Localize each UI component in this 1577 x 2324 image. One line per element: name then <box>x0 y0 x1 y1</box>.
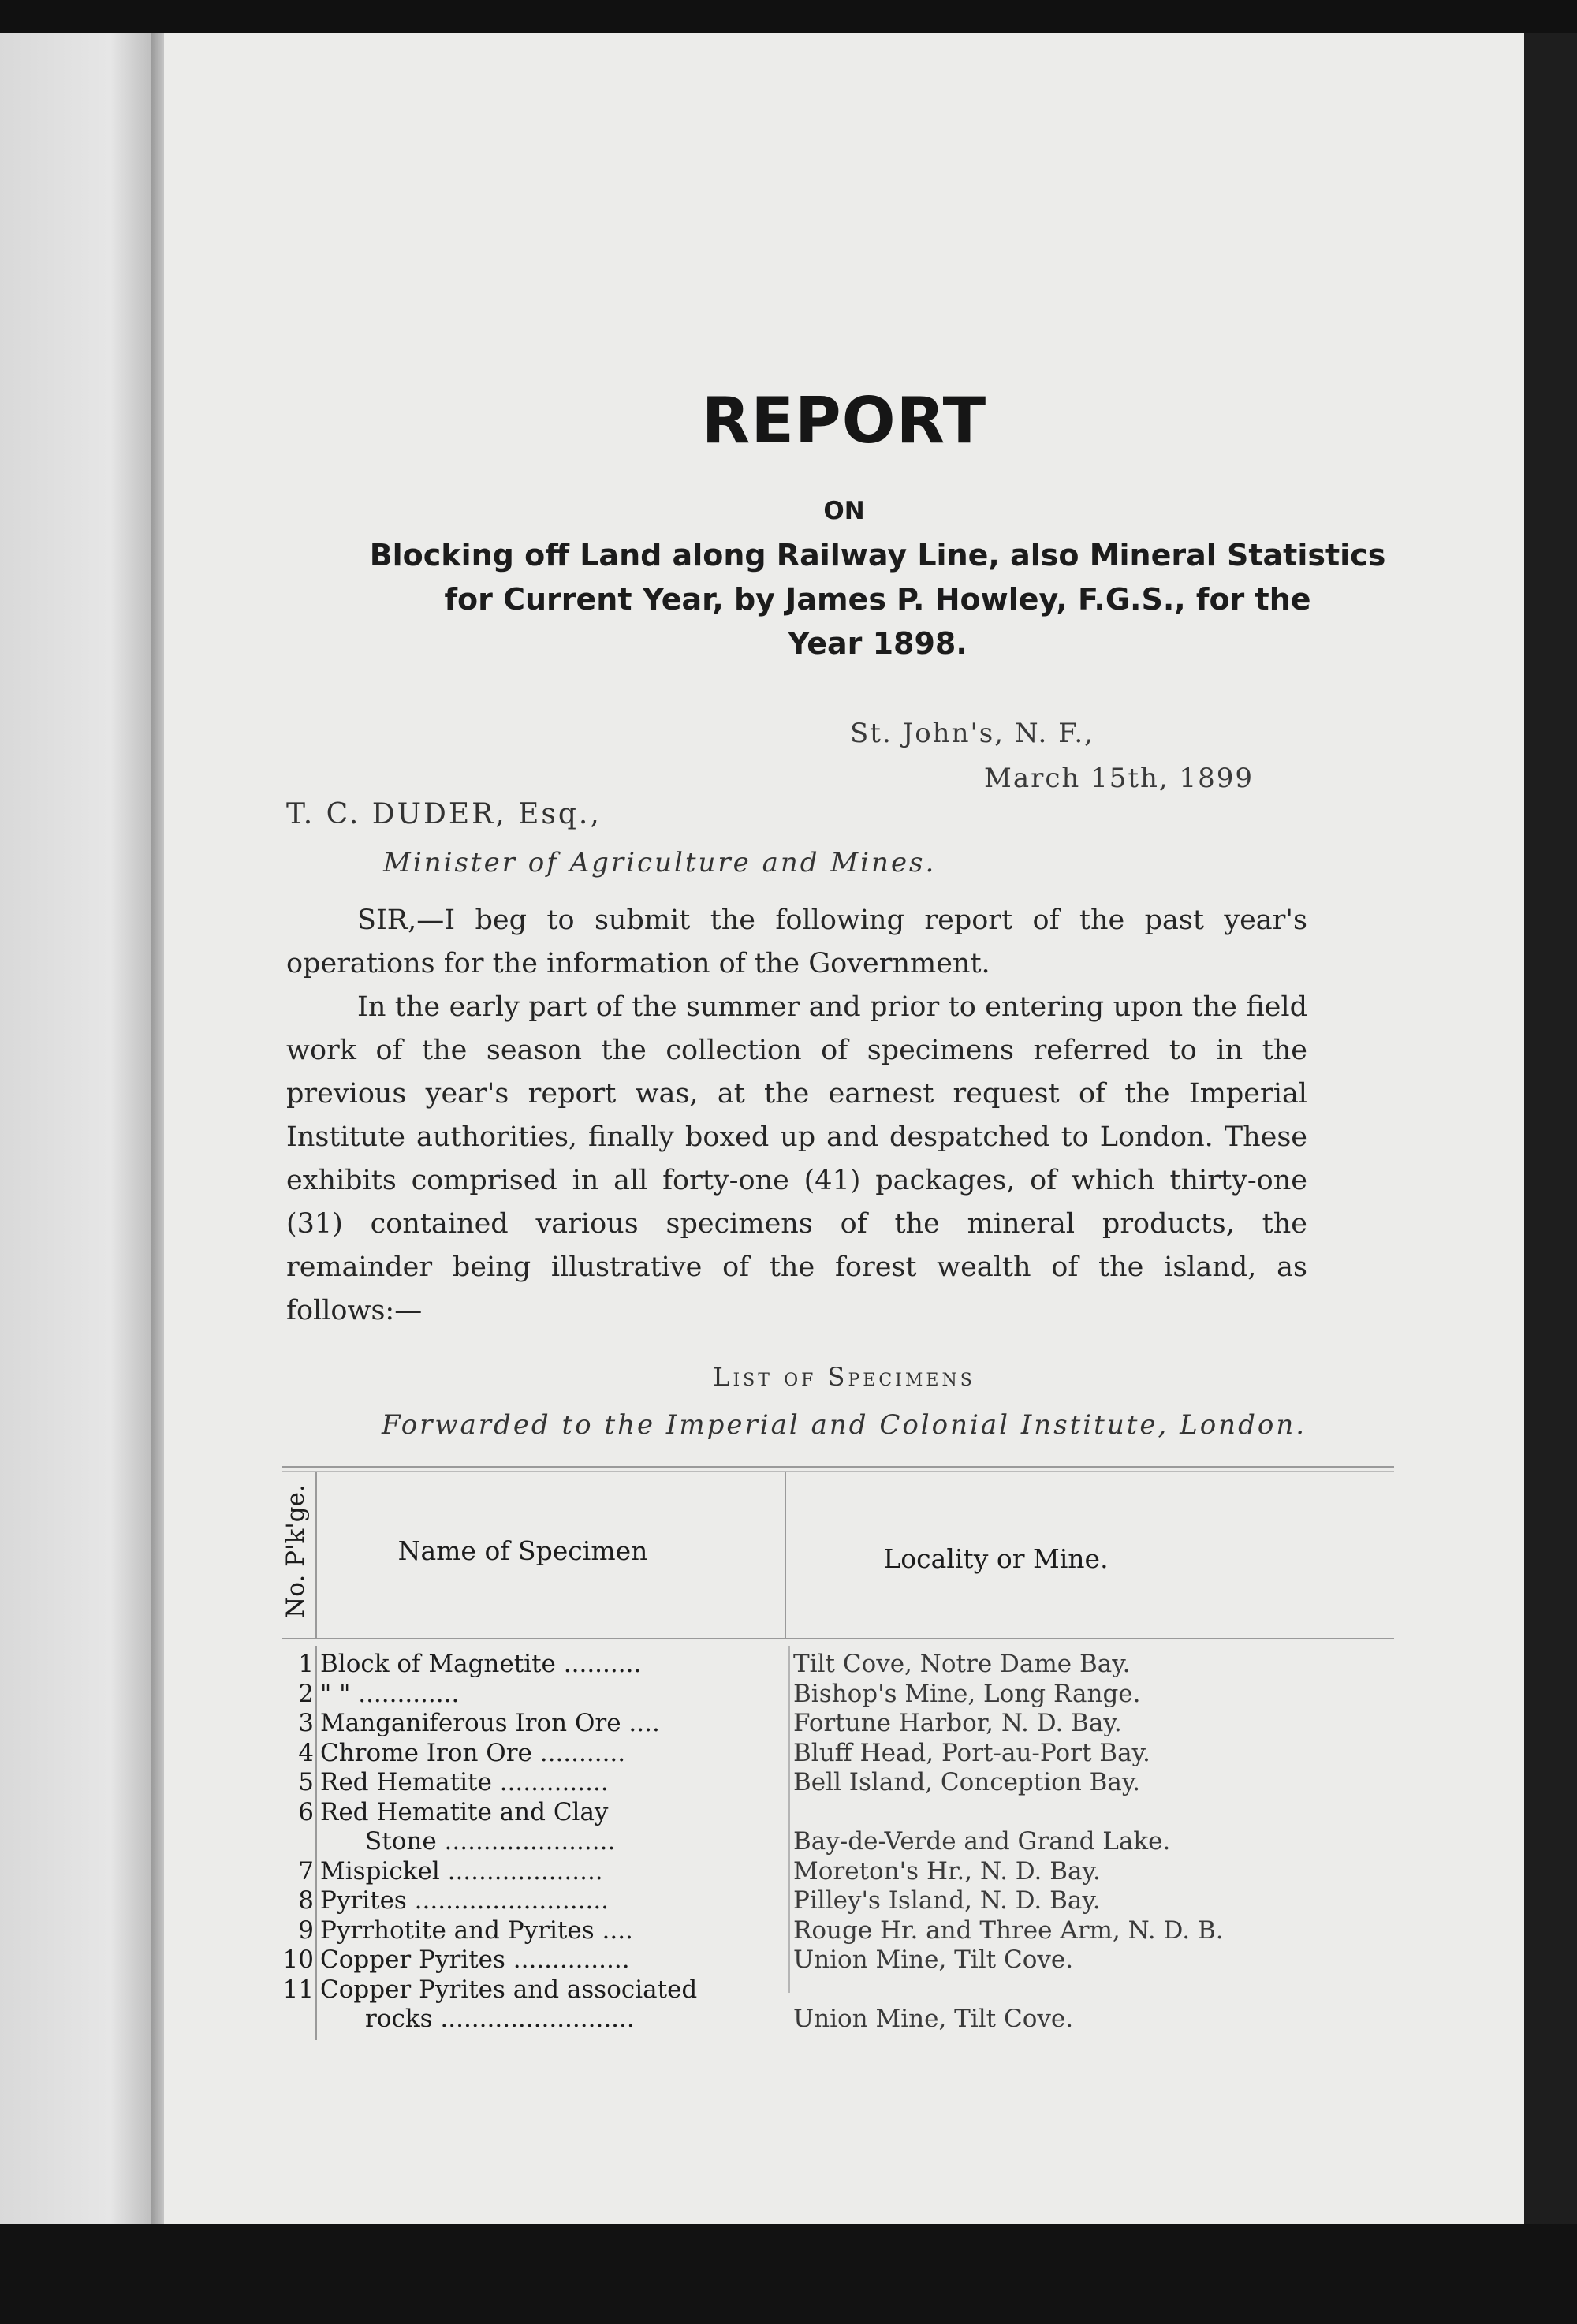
table-header-rule <box>282 1638 1394 1639</box>
letter-date: March 15th, 1899 <box>984 763 1255 794</box>
list-subtitle: Forwarded to the Imperial and Colonial Institute, London. <box>381 1409 1307 1441</box>
table-row <box>274 1886 1457 1916</box>
scan-border-right <box>1524 33 1577 2224</box>
specimen-name: Block of Magnetite .......... <box>320 1650 642 1678</box>
package-number: 7 <box>298 1856 314 1886</box>
table-row <box>274 1680 1457 1710</box>
table-row <box>274 1798 1457 1828</box>
scan-border-bottom <box>0 2224 1577 2324</box>
list-title: List of Specimens <box>713 1362 975 1392</box>
specimen-locality: Bluff Head, Port-au-Port Bay. <box>793 1738 1150 1767</box>
specimen-name: Copper Pyrites and associated <box>320 1975 698 2004</box>
specimen-name: Copper Pyrites ............... <box>320 1945 630 1974</box>
specimen-name: Manganiferous Iron Ore .... <box>320 1709 660 1737</box>
specimen-locality: Bay-de-Verde and Grand Lake. <box>793 1827 1171 1856</box>
table-row <box>274 1827 1457 1857</box>
package-number: 10 <box>282 1945 314 1974</box>
specimen-name: Pyrrhotite and Pyrites .... <box>320 1916 633 1945</box>
table-row <box>274 1768 1457 1798</box>
letter-body <box>286 899 1307 1333</box>
document-page <box>164 33 1524 2224</box>
specimen-locality: Rouge Hr. and Three Arm, N. D. B. <box>793 1916 1224 1945</box>
specimen-locality: Union Mine, Tilt Cove. <box>793 2005 1074 2033</box>
package-number: 8 <box>298 1886 314 1915</box>
table-row <box>274 1739 1457 1769</box>
specimen-name: Mispickel .................... <box>320 1856 603 1886</box>
specimen-name: rocks ......................... <box>365 2005 635 2033</box>
report-subtitle <box>274 533 1481 666</box>
letter-addressee: T. C. DUDER, Esq., <box>286 798 602 830</box>
paragraph: In the early part of the summer and prior to entering upon the field work of the season the collection of specimens referred to in the previous year's report was, at the earnest request of the Imperial Institute authorities, finally boxed up and despatched to London. These exhibits comprised in all forty-one (41) packages, of which thirty-one (31) contained various specimens of the mineral products, the remainder being illustrative of the forest wealth of the island, as follows:— <box>286 991 1307 1326</box>
specimen-locality: Union Mine, Tilt Cove. <box>793 1945 1074 1974</box>
specimen-name: Pyrites ......................... <box>320 1886 610 1915</box>
specimen-name: Chrome Iron Ore ........... <box>320 1738 626 1767</box>
table-col-divider <box>785 1472 786 1638</box>
specimen-list <box>274 1650 1457 2035</box>
table-row <box>274 2005 1457 2035</box>
package-number: 6 <box>298 1797 314 1826</box>
specimen-locality: Fortune Harbor, N. D. Bay. <box>793 1709 1122 1737</box>
column-header-name: Name of Specimen <box>397 1535 648 1566</box>
table-row <box>274 1857 1457 1887</box>
paragraph: SIR,—I beg to submit the following report of the past year's operations for the information of the Government. <box>286 905 1307 979</box>
package-number: 2 <box>298 1679 314 1708</box>
table-row <box>274 1916 1457 1946</box>
package-number: 11 <box>282 1975 314 2004</box>
specimen-locality: Bishop's Mine, Long Range. <box>793 1679 1141 1708</box>
package-number: 4 <box>298 1738 314 1767</box>
specimen-name: " " ............. <box>320 1679 460 1708</box>
table-top-rule <box>282 1466 1394 1468</box>
specimen-locality: Tilt Cove, Notre Dame Bay. <box>793 1650 1131 1678</box>
letter-place: St. John's, N. F., <box>850 718 1094 749</box>
table-row <box>274 1650 1457 1680</box>
specimen-locality: Pilley's Island, N. D. Bay. <box>793 1886 1101 1915</box>
package-number: 9 <box>298 1916 314 1945</box>
specimen-locality: Bell Island, Conception Bay. <box>793 1768 1141 1796</box>
report-on: ON <box>823 497 865 525</box>
package-number: 1 <box>298 1650 314 1678</box>
table-row <box>274 1945 1457 1975</box>
column-header-locality: Locality or Mine. <box>883 1543 1109 1574</box>
package-number: 5 <box>298 1768 314 1796</box>
specimen-locality: Moreton's Hr., N. D. Bay. <box>793 1856 1101 1886</box>
subtitle-line: for Current Year, by James P. Howley, F.G.S., for the <box>444 582 1311 617</box>
table-top-rule-inner <box>282 1471 1394 1472</box>
table-row <box>274 1975 1457 2005</box>
scan-border-top <box>0 0 1577 33</box>
specimen-name: Stone ...................... <box>365 1827 616 1856</box>
column-header-number: No. P'k'ge. <box>281 1484 310 1618</box>
table-row <box>274 1709 1457 1739</box>
table-col-divider <box>315 1472 317 1638</box>
subtitle-line: Blocking off Land along Railway Line, also Mineral Statistics <box>369 538 1386 573</box>
facing-page-edge <box>0 33 158 2224</box>
subtitle-line: Year 1898. <box>788 626 967 661</box>
report-title: REPORT <box>701 384 987 457</box>
specimen-name: Red Hematite and Clay <box>320 1797 609 1826</box>
package-number: 3 <box>298 1709 314 1737</box>
specimen-name: Red Hematite .............. <box>320 1768 609 1796</box>
letter-office: Minister of Agriculture and Mines. <box>383 847 937 878</box>
